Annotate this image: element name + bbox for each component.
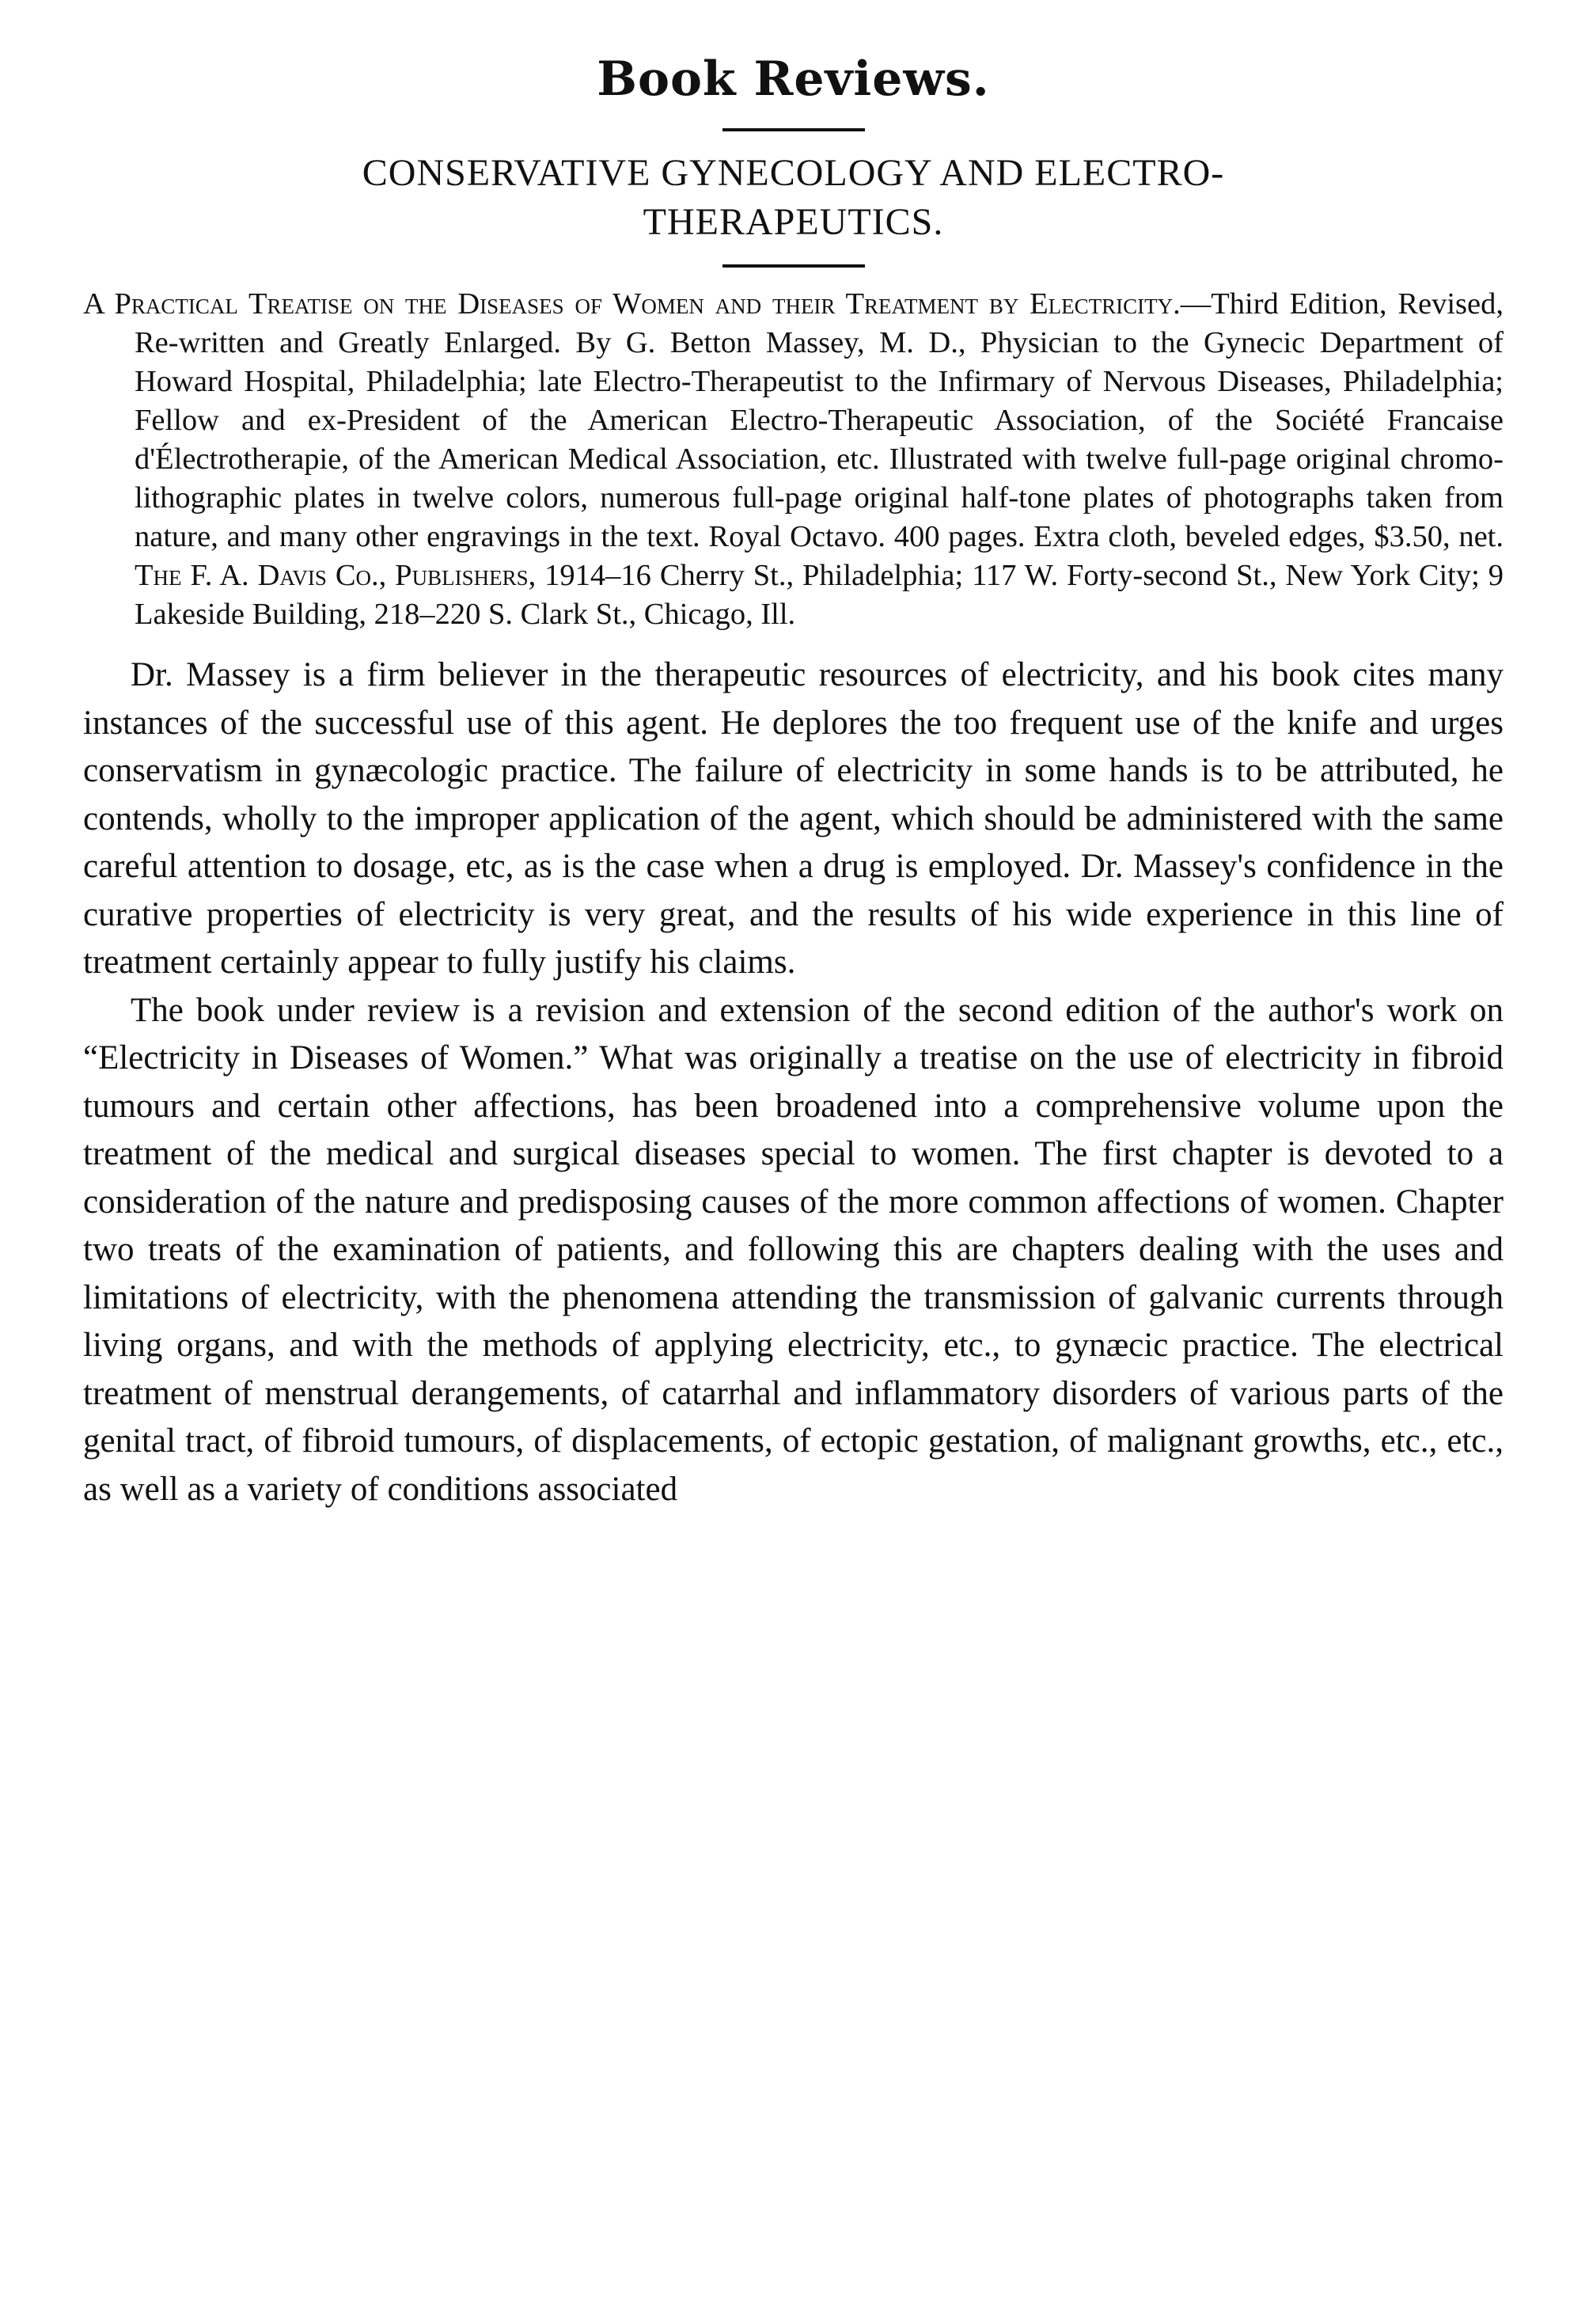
heading-divider-top [722,128,865,131]
review-paragraph-1: Dr. Massey is a firm believer in the therapeutic resources of electricity, and his book cites many instances of the successful use of this agent. He deplores the too frequent use of the knife and urges conservatism in gynæcologic practice. The failure of electricity in some hands is to be attributed, he contends, wholly to the improper application of the agent, which should be administered with the same careful attention to dosage, etc, as is the case when a drug is employed. Dr. Massey's confidence in the curative properties of electricity is very great, and the results of his wide experience in this line of treatment certainly appear to fully justify his claims. [83,656,1504,981]
citation-address: 1914–16 Cherry St., Philadelphia; 117 W. Forty-second St., New York City; 9 Lakeside Building, 218–220 S. Clark St., Chicago, Ill. [135,559,1504,631]
citation-publisher: The F. A. Davis Co., Publishers, [135,559,537,592]
review-body [83,651,1504,1513]
review-paragraph-2: The book under review is a revision and extension of the second edition of the author's work on “Electricity in Diseases of Women.” What was originally a treatise on the use of electricity in fibroid tumours and certain other affections, has been broadened into a comprehensive volume upon the treatment of the medical and surgical diseases special to women. The first chapter is devoted to a consideration of the nature and predisposing causes of the more common affections of women. Chapter two treats of the examination of patients, and following this are chapters dealing with the uses and limitations of electricity, with the phenomena attending the transmission of galvanic currents through living organs, and with the methods of applying electricity, etc., to gynæcic practice. The electrical treatment of menstrual derangements, of catarrhal and inflammatory disorders of various parts of the genital tract, of fibroid tumours, of displacements, of ectopic gestation, of malignant growths, etc., etc., as well as a variety of conditions associated [83,991,1504,1508]
section-heading: Book Reviews. [597,51,990,107]
article-title [83,149,1504,247]
book-citation [83,285,1504,634]
article-title-line-1: CONSERVATIVE GYNECOLOGY AND ELECTRO- [362,152,1225,194]
citation-book-title: A Practical Treatise on the Diseases of Women and their Treatment by Electricity. [83,287,1181,321]
citation-details: —Third Edition, Revised, Re-written and Greatly Enlarged. By G. Betton Massey, M. D., Physician to the Gynecic Department of Howard Hospital, Philadelphia; late Electro-Therapeutist to the Infirmary of Nervous Diseases, Philadelphia; Fellow and ex-President of the American Electro-Therapeutic Association, of the Société Francaise d'Électrotherapie, of the American Medical Association, etc. Illustrated with twelve full-page original chromo-lithographic plates in twelve colors, numerous full-page original half-tone plates of photographs taken from nature, and many other engravings in the text. Royal Octavo. 400 pages. Extra cloth, beveled edges, $3.50, net. [135,287,1504,553]
article-title-line-2: THERAPEUTICS. [643,201,944,243]
journal-page [83,47,1504,1513]
heading-divider-bottom [722,264,865,268]
